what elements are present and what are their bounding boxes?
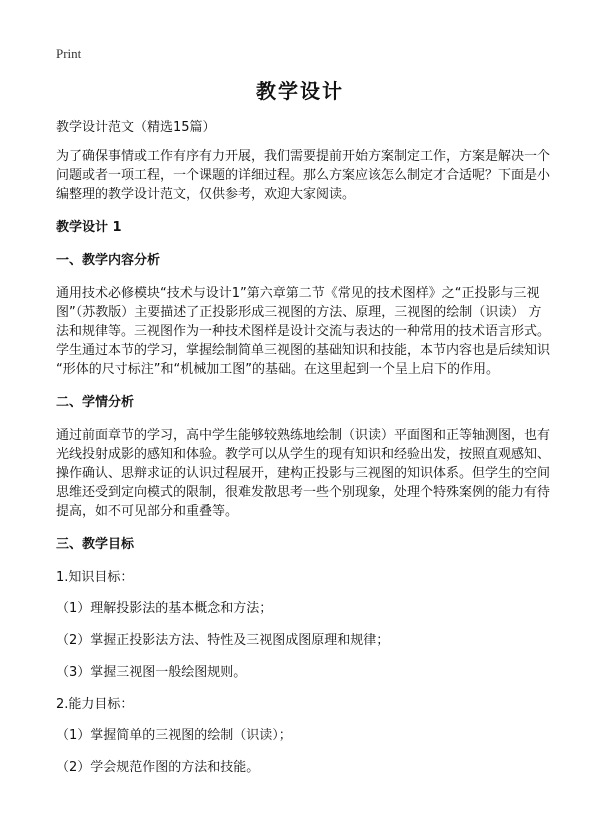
list-item: （1）掌握简单的三视图的绘制（识读）； [56, 728, 292, 743]
intro-paragraph: 为了确保事情或工作有序有力开展，我们需要提前开始方案制定工作，方案是解决一个问题或者一项工程，一个课题的详细过程。那么方案应该怎么制定才合适呢？下面是小编整理的教学设计范文，仅供参考，欢迎大家阅读。 [56, 149, 551, 202]
list-item: （2）学会规范作图的方法和技能。 [56, 760, 260, 775]
list-item: （3）掌握三视图一般绘图规则。 [56, 665, 247, 680]
document-body [56, 118, 550, 790]
learner-analysis-heading: 二、学情分析 [56, 395, 135, 410]
objectives-heading: 三、教学目标 [56, 537, 135, 552]
content-analysis-paragraph: 通用技术必修模块“技术与设计1”第六章第二节《常见的技术图样》之“正投影与三视图”（苏教版）主要描述了正投影形成三视图的方法、原理，三视图的绘制（识读） 方法和规律等。三视图作为一种技术图样是设计交流与表达的一种常用的技术语言形式。 学生通过本节的学习，掌握绘制简单三视图的基础知识和技能，本节内容也是后续知识 “形体的尺寸标注”和“机械加工图”的基础。在这里起到一个呈上启下的作用。 [56, 286, 551, 377]
page-title: 教学设计 [256, 79, 344, 103]
section-heading: 教学设计 1 [56, 220, 122, 235]
print-label: Print [56, 46, 82, 61]
content-analysis-heading: 一、教学内容分析 [56, 253, 161, 268]
ability-objectives-label: 2.能力目标： [56, 697, 134, 712]
list-item: （1）理解投影法的基本概念和方法； [56, 601, 273, 616]
learner-analysis-paragraph: 通过前面章节的学习，高中学生能够较熟练地绘制（识读）平面图和正等轴测图，也有光线投射成影的感知和体验。教学可以从学生的现有知识和经验出发，按照直观感知、操作确认、思辩求证的认识过程展开，建构正投影与三视图的知识体系。但学生的空间 思维还受到定向模式的限制，很难发散思考一些个别现象，处理个特殊案例的能力有待 提高，如不可见部分和重叠等。 [56, 428, 551, 519]
knowledge-objectives-label: 1.知识目标： [56, 570, 134, 585]
document-subtitle: 教学设计范文（精选15篇） [56, 120, 216, 135]
list-item: （2）掌握正投影法方法、特性及三视图成图原理和规律； [56, 633, 390, 648]
